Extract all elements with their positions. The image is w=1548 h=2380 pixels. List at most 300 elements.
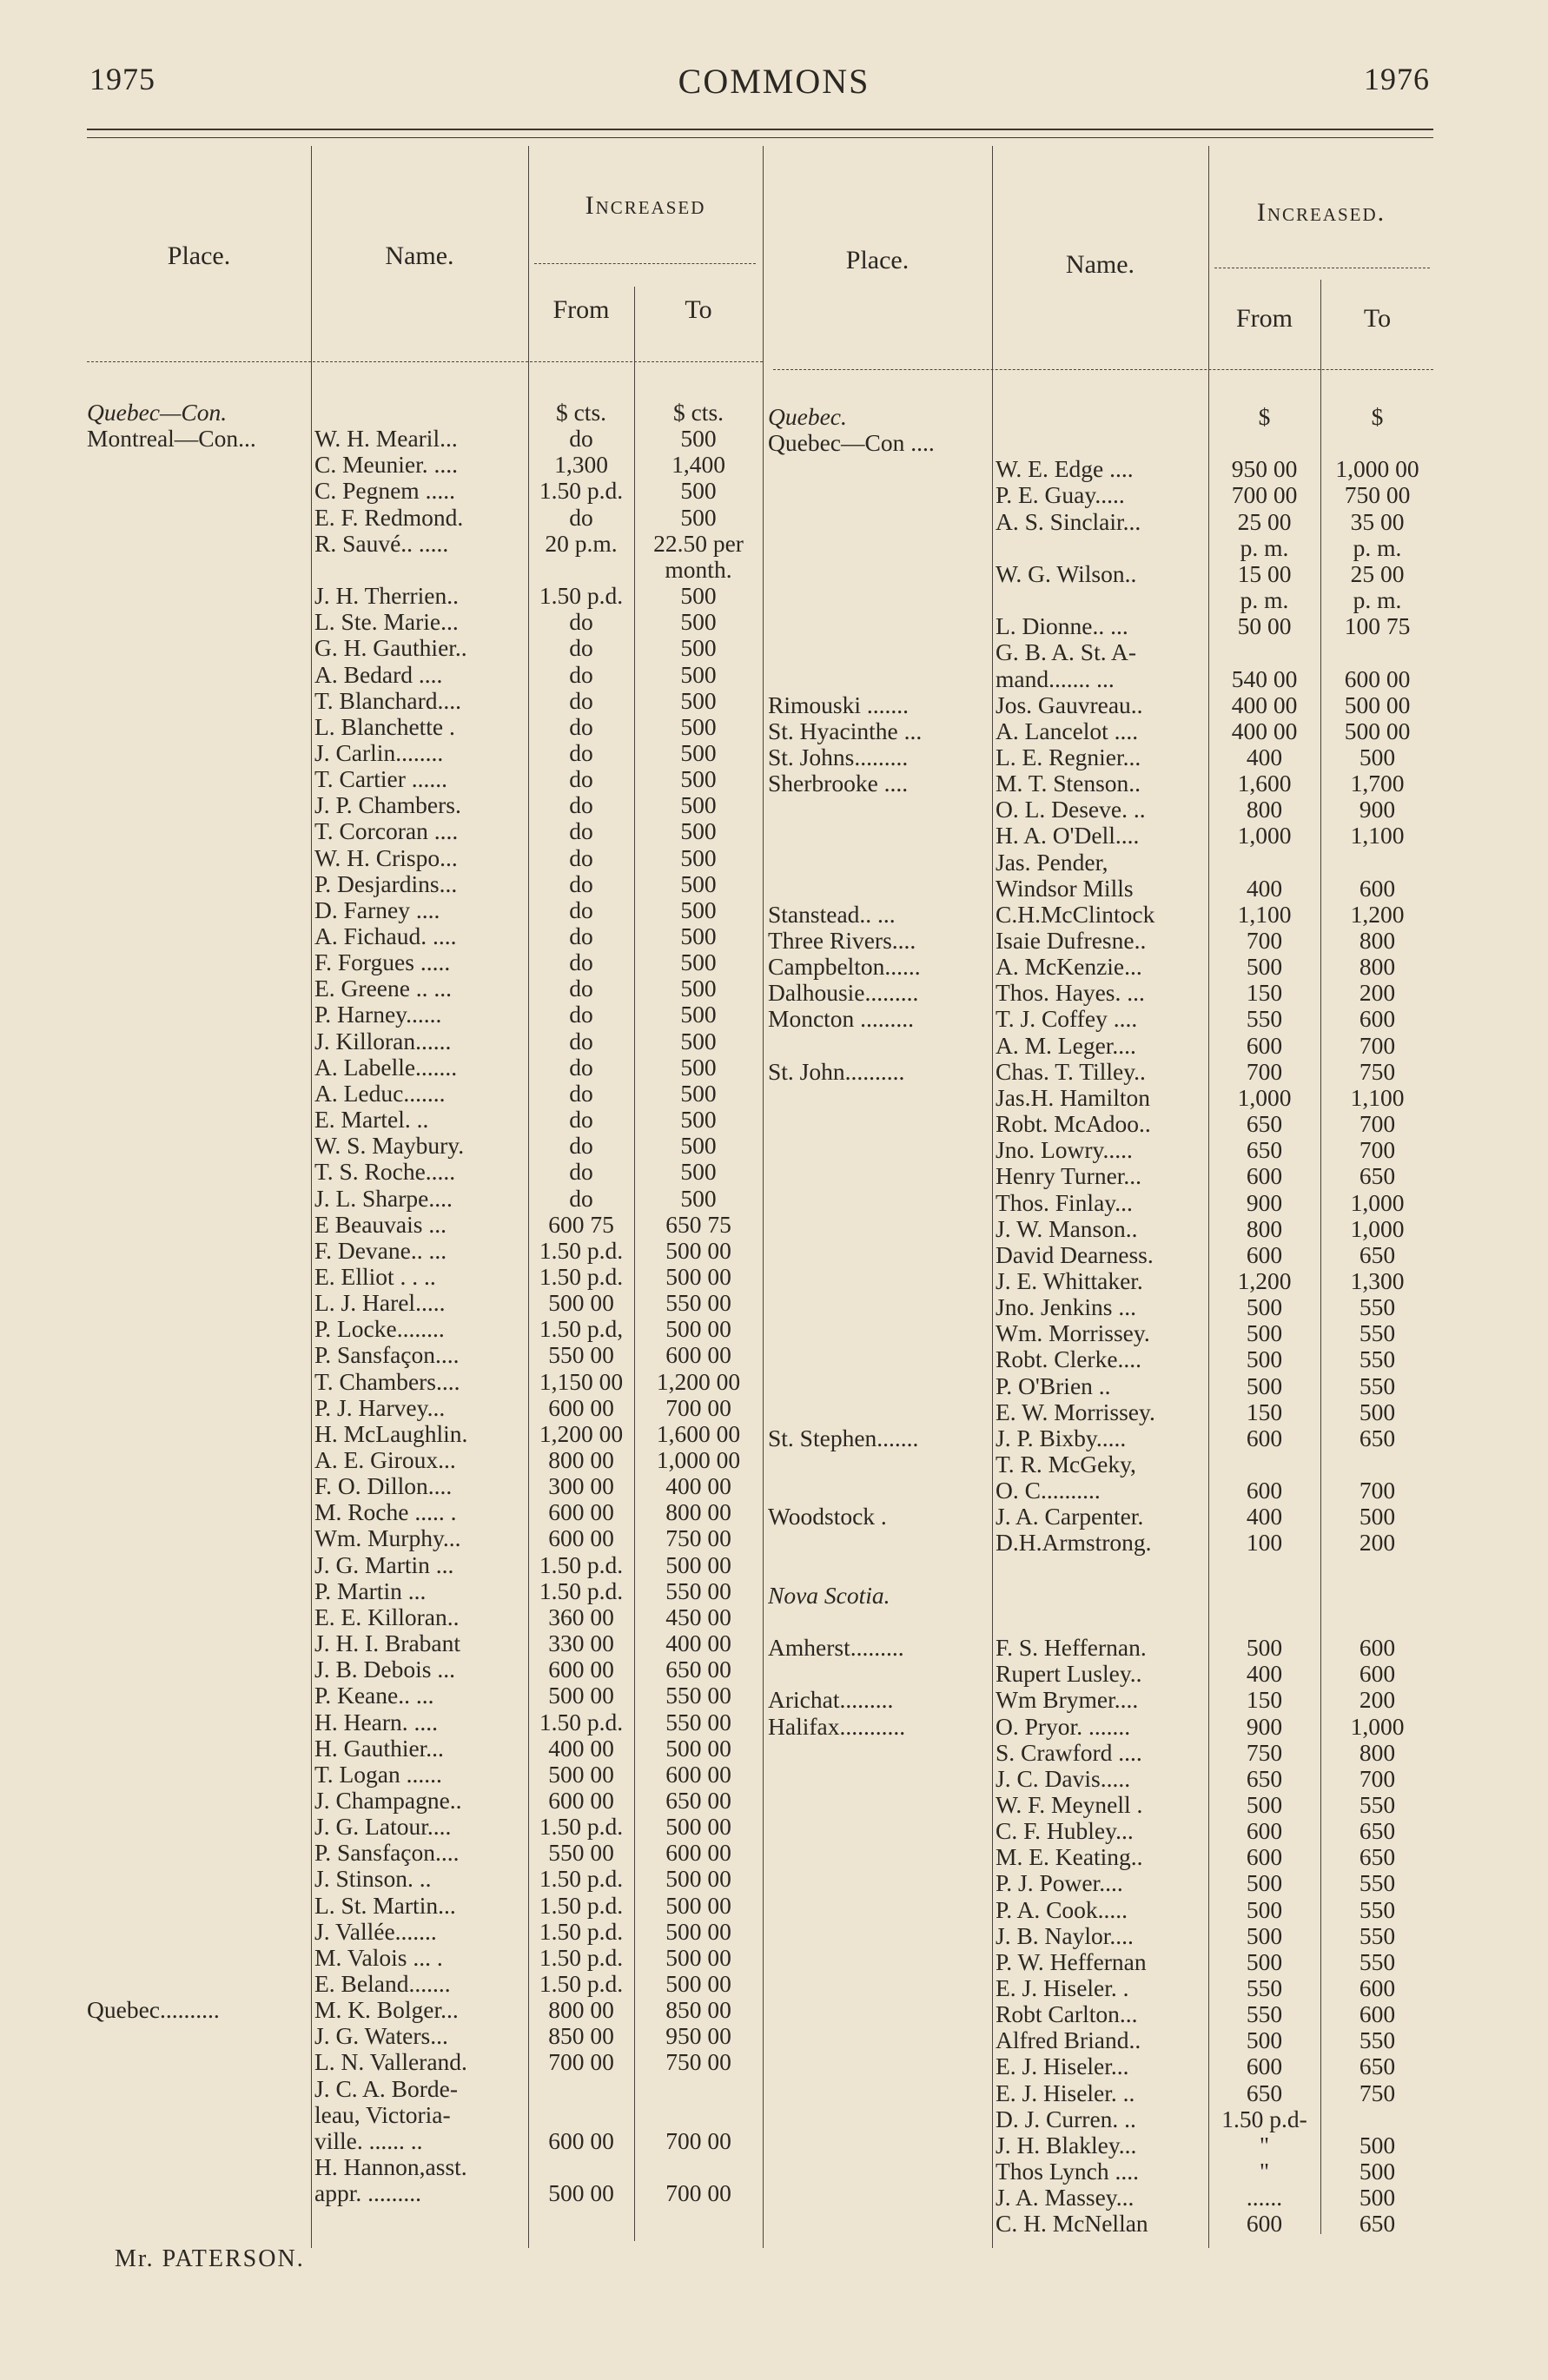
from-amount-cell: do	[569, 635, 593, 662]
place-cell	[87, 1630, 309, 1656]
place-cell: Woodstock .	[768, 1504, 887, 1530]
place-cell	[768, 1320, 990, 1346]
to-amount-cell: 500	[680, 687, 717, 714]
from-amount-cell: do	[569, 713, 593, 740]
to-amount-cell: 1,700	[1350, 770, 1405, 797]
to-amount-cell: 700	[1359, 1765, 1396, 1792]
from-amount-cell: 1.50 p.d.	[539, 1577, 624, 1604]
place-cell	[87, 1369, 309, 1395]
from-amount-cell: 600	[1246, 1241, 1283, 1268]
from-amount-cell: 600 00	[548, 1499, 614, 1526]
from-amount-cell: 400	[1246, 875, 1283, 902]
from-amount-cell: 500	[1246, 1870, 1283, 1897]
name-cell: J. G. Martin ...	[314, 1551, 454, 1578]
to-amount-cell: 600	[1359, 1635, 1396, 1662]
place-cell: Arichat.........	[768, 1687, 894, 1714]
name-cell: Windsor Mills	[996, 875, 1134, 902]
from-amount-cell: 400 00	[1231, 691, 1298, 718]
place-cell	[87, 714, 309, 740]
from-amount-cell: do	[569, 818, 593, 845]
to-amount-cell: 950 00	[665, 2023, 731, 2050]
place-cell	[87, 1002, 309, 1028]
to-amount-cell: 1,600 00	[656, 1420, 741, 1447]
place-cell	[768, 2211, 990, 2237]
to-amount-cell: 500	[680, 1028, 717, 1054]
name-cell	[996, 1583, 1207, 1609]
to-amount-cell: 500	[680, 1054, 717, 1081]
top-rule-second	[87, 137, 1433, 138]
from-amount-cell: 600	[1246, 1163, 1283, 1190]
from-amount-cell: 700 00	[548, 2049, 614, 2076]
place-cell	[87, 1840, 309, 1866]
place-cell	[768, 1478, 990, 1504]
name-cell: P. Locke........	[314, 1316, 445, 1343]
place-cell	[768, 1923, 990, 1949]
place-cell	[768, 2001, 990, 2027]
place-cell	[87, 1107, 309, 1133]
from-amount-cell: do	[569, 1002, 593, 1028]
to-amount-cell: 500 00	[665, 1237, 731, 1264]
place-cell	[87, 2128, 309, 2154]
place-cell	[87, 2180, 309, 2206]
place-cell	[768, 1399, 990, 1425]
name-cell: J. A. Carpenter.	[996, 1504, 1144, 1530]
to-amount-cell: p. m.	[1353, 587, 1402, 614]
from-amount-cell: 600 00	[548, 1656, 614, 1683]
place-cell	[768, 1792, 990, 1818]
from-amount-cell: 700	[1246, 1058, 1283, 1085]
place-cell	[768, 797, 990, 823]
to-amount-cell: 500 00	[665, 1316, 731, 1343]
from-amount-cell: 600 00	[548, 1787, 614, 1814]
from-amount-cell	[528, 2102, 634, 2128]
from-amount-cell: do	[569, 975, 593, 1002]
name-cell: J. P. Bixby.....	[996, 1425, 1127, 1451]
place-cell	[768, 1661, 990, 1687]
from-amount-cell	[528, 557, 634, 583]
from-amount-cell: 500 00	[548, 1683, 614, 1709]
place-cell: Halifax...........	[768, 1713, 906, 1740]
place-cell	[768, 2053, 990, 2079]
name-cell: C.H.McClintock	[996, 901, 1155, 928]
place-cell	[87, 557, 309, 583]
from-amount-cell: 850 00	[548, 2023, 614, 2050]
name-cell: J. E. Whittaker.	[996, 1267, 1143, 1294]
from-amount-cell: 50 00	[1237, 613, 1292, 640]
from-amount-cell: 500	[1246, 1922, 1283, 1949]
to-amount-cell: 400 00	[665, 1630, 731, 1657]
to-amount-cell: 550 00	[665, 1577, 731, 1604]
name-cell: F. Devane.. ...	[314, 1237, 447, 1264]
name-cell: Robt. McAdoo..	[996, 1111, 1151, 1138]
to-amount-cell	[1320, 430, 1434, 456]
place-cell	[87, 2049, 309, 2075]
name-cell: ville. ...... ..	[314, 2127, 423, 2154]
name-cell: W. H. Crispo...	[314, 844, 458, 871]
from-amount-cell	[1208, 430, 1320, 456]
from-amount-cell: p. m.	[1240, 534, 1289, 561]
name-cell: E. F. Redmond.	[314, 504, 464, 531]
name-cell: W. G. Wilson..	[996, 560, 1137, 587]
name-cell: A. M. Leger....	[996, 1032, 1136, 1059]
to-amount-cell: 1,400	[671, 452, 725, 479]
from-amount-cell: 500	[1246, 1948, 1283, 1975]
place-cell	[87, 1212, 309, 1238]
from-amount-cell: 500	[1246, 1320, 1283, 1347]
to-amount-cell: 500	[680, 1133, 717, 1160]
from-amount-cell: 1,200	[1237, 1267, 1292, 1294]
name-cell: Jas. Pender,	[996, 849, 1108, 876]
from-amount-cell: 1,300	[554, 452, 608, 479]
to-amount-cell: 550	[1359, 2027, 1396, 2054]
to-amount-cell: 500	[680, 478, 717, 505]
place-cell	[768, 2106, 990, 2132]
name-cell: J. G. Waters...	[314, 2023, 448, 2050]
to-amount-cell: 1,200 00	[656, 1368, 741, 1395]
column-divider	[992, 146, 993, 2248]
to-amount-cell: 22.50 per	[653, 530, 744, 557]
to-amount-cell: 500	[680, 426, 717, 453]
from-amount-cell: 800	[1246, 1215, 1283, 1242]
name-cell: Chas. T. Tilley..	[996, 1058, 1146, 1085]
name-cell: L. Dionne.. ...	[996, 613, 1128, 640]
place-cell	[87, 1054, 309, 1081]
place-cell	[87, 662, 309, 688]
place-cell	[768, 535, 990, 561]
name-cell: A. McKenzie...	[996, 954, 1142, 981]
to-amount-cell: 650	[1359, 1241, 1396, 1268]
top-rule	[87, 129, 1433, 130]
from-amount-cell: 540 00	[1231, 665, 1298, 692]
name-cell: J. C. Davis.....	[996, 1765, 1131, 1792]
from-amount-cell: 1,600	[1237, 770, 1292, 797]
from-amount-cell: 1,000	[1237, 1084, 1292, 1111]
name-cell: Wm. Murphy...	[314, 1525, 461, 1552]
page-header	[0, 61, 1548, 104]
place-cell	[768, 1609, 990, 1635]
name-cell: H. Hannon,asst.	[314, 2154, 467, 2181]
from-amount-cell: $ cts.	[555, 400, 607, 426]
from-amount-cell: 360 00	[548, 1603, 614, 1630]
to-amount-cell: 500	[680, 609, 717, 636]
from-amount-cell: 550	[1246, 1975, 1283, 2001]
name-cell: M. T. Stenson..	[996, 770, 1141, 797]
place-cell: Stanstead.. ...	[768, 901, 896, 928]
name-cell: P. Harney......	[314, 1002, 442, 1028]
to-amount-cell: 500	[1359, 2159, 1396, 2185]
to-amount-cell: 500	[1359, 744, 1396, 770]
to-amount-cell: 1,100	[1350, 823, 1405, 850]
place-cell	[87, 818, 309, 844]
from-amount-cell: 800	[1246, 797, 1283, 823]
place-cell	[87, 1316, 309, 1342]
name-cell: C. Pegnem .....	[314, 478, 455, 505]
to-amount-cell	[634, 2076, 763, 2102]
name-cell: R. Sauvé.. .....	[314, 530, 449, 557]
to-amount-cell: 500	[680, 1185, 717, 1212]
column-head-rule	[773, 369, 1433, 370]
to-amount-cell: 500	[680, 739, 717, 766]
from-amount-cell: 1,150 00	[539, 1368, 624, 1395]
place-cell	[768, 2132, 990, 2159]
to-amount-cell: 750 00	[665, 2049, 731, 2076]
place-cell	[768, 1268, 990, 1294]
place-cell	[768, 1897, 990, 1923]
to-amount-cell	[1320, 639, 1434, 665]
to-amount-cell: 500 00	[665, 1263, 731, 1290]
to-amount-cell: 1,100	[1350, 1084, 1405, 1111]
place-cell	[87, 1447, 309, 1473]
name-cell	[996, 535, 1207, 561]
place-cell	[87, 1159, 309, 1185]
place-cell	[768, 587, 990, 613]
right-name-header: Name.	[1065, 250, 1135, 279]
name-cell: E. J. Hiseler. .	[996, 1975, 1129, 2001]
from-amount-cell: 600	[1246, 2211, 1283, 2238]
to-amount-cell	[1320, 2106, 1434, 2132]
to-amount-cell: 550	[1359, 1948, 1396, 1975]
name-cell: J. Carlin........	[314, 739, 444, 766]
name-cell: J. A. Massey...	[996, 2185, 1135, 2211]
column-divider	[311, 146, 312, 2248]
name-cell	[996, 1609, 1207, 1635]
name-cell: A. Labelle.......	[314, 1054, 458, 1081]
to-amount-cell	[634, 2154, 763, 2180]
name-cell: J. Killoran......	[314, 1028, 452, 1054]
from-amount-cell: 700	[1246, 928, 1283, 954]
to-amount-cell: 750	[1359, 2079, 1396, 2106]
to-amount-cell: 200	[1359, 1687, 1396, 1714]
place-cell	[87, 583, 309, 609]
from-amount-cell: 1,000	[1237, 823, 1292, 850]
header-divider	[534, 263, 756, 264]
place-cell	[87, 1238, 309, 1264]
place-cell	[87, 1342, 309, 1368]
from-amount-cell: 1.50 p.d.	[539, 1237, 624, 1264]
place-cell	[87, 2076, 309, 2102]
place-cell	[87, 1133, 309, 1159]
name-cell: Henry Turner...	[996, 1163, 1142, 1190]
to-amount-cell: 650 00	[665, 1787, 731, 1814]
from-amount-cell: do	[569, 504, 593, 531]
name-cell: J. L. Sharpe....	[314, 1185, 453, 1212]
to-amount-cell: 550 00	[665, 1709, 731, 1735]
from-amount-cell: do	[569, 844, 593, 871]
left-from-header: From	[552, 295, 610, 324]
name-cell: Thos Lynch ....	[996, 2159, 1139, 2185]
place-cell	[768, 1085, 990, 1111]
to-amount-cell: 550	[1359, 1320, 1396, 1347]
to-amount-cell	[1320, 850, 1434, 876]
from-amount-cell: 500	[1246, 1896, 1283, 1923]
place-cell	[768, 1294, 990, 1320]
from-amount-cell	[528, 2154, 634, 2180]
place-cell: Montreal—Con...	[87, 426, 256, 453]
to-amount-cell: $	[1371, 404, 1384, 430]
from-amount-cell	[1208, 1557, 1320, 1583]
from-amount-cell: do	[569, 1028, 593, 1054]
to-amount-cell: month.	[665, 556, 732, 583]
to-amount-cell: 500	[680, 792, 717, 819]
place-cell	[87, 609, 309, 635]
name-cell: S. Crawford ....	[996, 1739, 1142, 1766]
place-cell: Dalhousie.........	[768, 980, 919, 1007]
from-amount-cell: 100	[1246, 1530, 1283, 1557]
name-cell	[996, 587, 1207, 613]
left-name-header: Name.	[385, 241, 454, 270]
place-cell: Quebec—Con ....	[768, 430, 935, 457]
from-amount-cell: 1.50 p.d.	[539, 1971, 624, 1997]
to-amount-cell: 500 00	[665, 1892, 731, 1919]
place-cell: Three Rivers....	[768, 928, 916, 954]
from-amount-cell: 150	[1246, 1687, 1283, 1714]
from-amount-cell	[1208, 1451, 1320, 1478]
place-cell	[87, 1525, 309, 1551]
to-amount-cell: 600	[1359, 1975, 1396, 2001]
place-cell	[87, 2102, 309, 2128]
place-cell	[768, 561, 990, 587]
place-cell	[87, 1971, 309, 1997]
from-amount-cell: do	[569, 949, 593, 976]
from-amount-cell: 1.50 p.d.	[539, 1944, 624, 1971]
from-amount-cell: "	[1259, 2159, 1270, 2185]
place-cell	[87, 531, 309, 557]
to-amount-cell: 500	[680, 870, 717, 897]
place-cell	[768, 1530, 990, 1556]
place-cell	[768, 2027, 990, 2053]
name-cell	[996, 404, 1207, 430]
name-cell: W. S. Maybury.	[314, 1133, 465, 1160]
place-cell	[768, 1190, 990, 1216]
place-cell	[87, 1421, 309, 1447]
to-amount-cell: 500	[1359, 1504, 1396, 1530]
name-cell: T. Blanchard....	[314, 687, 462, 714]
place-cell	[87, 1028, 309, 1054]
name-cell: mand....... ...	[996, 665, 1115, 692]
place-cell	[768, 1557, 990, 1583]
name-cell	[996, 430, 1207, 456]
from-amount-cell: 1,200 00	[539, 1420, 624, 1447]
left-increased-header: Increased	[585, 191, 706, 220]
to-amount-cell: 550	[1359, 1922, 1396, 1949]
from-amount-cell: 1.50 p.d-	[1221, 2106, 1307, 2132]
from-amount-cell	[1208, 1583, 1320, 1609]
name-cell: W. E. Edge ....	[996, 456, 1134, 483]
name-cell: M. E. Keating..	[996, 1844, 1143, 1871]
name-cell: O. L. Deseve. ..	[996, 797, 1146, 823]
place-cell	[87, 897, 309, 923]
name-cell: W. F. Meynell .	[996, 1791, 1143, 1818]
to-amount-cell: 700	[1359, 1032, 1396, 1059]
from-amount-cell: 300 00	[548, 1473, 614, 1500]
place-cell	[87, 1604, 309, 1630]
to-amount-cell	[634, 2102, 763, 2128]
name-cell: E. Greene .. ...	[314, 975, 453, 1002]
to-amount-cell: 500 00	[1344, 691, 1411, 718]
place-cell	[87, 452, 309, 478]
to-amount-cell: 500	[680, 661, 717, 688]
to-amount-cell: 500 00	[665, 1551, 731, 1578]
to-amount-cell: 500	[680, 949, 717, 976]
name-cell: W. H. Mearil...	[314, 426, 458, 453]
place-cell	[87, 1264, 309, 1290]
to-amount-cell: 700 00	[665, 1394, 731, 1421]
place-cell: Quebec..........	[87, 1997, 220, 2024]
to-amount-cell: 1,300	[1350, 1267, 1405, 1294]
from-amount-cell: 330 00	[548, 1630, 614, 1657]
from-amount-cell: do	[569, 426, 593, 453]
from-amount-cell: 800 00	[548, 1997, 614, 2024]
place-cell	[87, 1186, 309, 1212]
name-cell: P. E. Guay.....	[996, 482, 1125, 509]
name-cell: G. H. Gauthier..	[314, 635, 467, 662]
to-amount-cell: 650	[1359, 1163, 1396, 1190]
name-cell: O. Pryor. .......	[996, 1713, 1131, 1740]
to-amount-cell: 600 00	[1344, 665, 1411, 692]
to-amount-cell: $ cts.	[672, 400, 724, 426]
place-cell	[87, 1683, 309, 1709]
place-cell: Campbelton......	[768, 954, 921, 981]
from-amount-cell: do	[569, 870, 593, 897]
to-amount-cell: 650	[1359, 1425, 1396, 1451]
to-amount-cell: 35 00	[1350, 508, 1405, 535]
to-amount-cell: 500	[680, 583, 717, 610]
from-amount-cell: 500 00	[548, 2180, 614, 2207]
place-cell	[768, 1844, 990, 1870]
place-cell	[768, 509, 990, 535]
name-cell: J. G. Latour....	[314, 1814, 452, 1841]
from-amount-cell: 15 00	[1237, 560, 1292, 587]
left-to-header: To	[685, 295, 712, 324]
from-amount-cell: 500	[1246, 2027, 1283, 2054]
to-amount-cell: 800	[1359, 954, 1396, 981]
from-amount-cell: 500 00	[548, 1761, 614, 1788]
to-amount-cell: 500 00	[665, 1866, 731, 1893]
place-cell	[768, 876, 990, 902]
place-cell: Sherbrooke ....	[768, 770, 909, 797]
place-cell	[87, 1656, 309, 1683]
from-amount-cell: 500	[1246, 1346, 1283, 1373]
to-amount-cell: 650	[1359, 1844, 1396, 1871]
place-cell	[768, 2159, 990, 2185]
name-cell: A. Bedard ....	[314, 661, 443, 688]
place-cell	[768, 1033, 990, 1059]
from-amount-cell: do	[569, 609, 593, 636]
to-amount-cell: 650	[1359, 1818, 1396, 1845]
place-cell	[768, 1346, 990, 1372]
place-cell: Amherst.........	[768, 1635, 904, 1662]
from-amount-cell: "	[1259, 2132, 1270, 2159]
name-cell: J. W. Manson..	[996, 1215, 1138, 1242]
place-cell: Rimouski .......	[768, 691, 909, 718]
name-cell: J. H. Therrien..	[314, 583, 459, 610]
name-cell: P. Martin ...	[314, 1577, 427, 1604]
name-cell: L. St. Martin...	[314, 1892, 456, 1919]
from-amount-cell: 600	[1246, 1818, 1283, 1845]
from-amount-cell: 500 00	[548, 1290, 614, 1317]
name-cell: M. Valois ... .	[314, 1944, 443, 1971]
to-amount-cell: 500 00	[1344, 717, 1411, 744]
name-cell: H. A. O'Dell....	[996, 823, 1140, 850]
name-cell: A. E. Giroux...	[314, 1447, 456, 1473]
to-amount-cell: 500 00	[665, 1971, 731, 1997]
place-cell	[87, 845, 309, 871]
name-cell	[314, 400, 526, 426]
to-amount-cell: 200	[1359, 1530, 1396, 1557]
place-cell	[87, 1709, 309, 1735]
to-amount-cell: 800	[1359, 1739, 1396, 1766]
name-cell: E. J. Hiseler. ..	[996, 2079, 1135, 2106]
